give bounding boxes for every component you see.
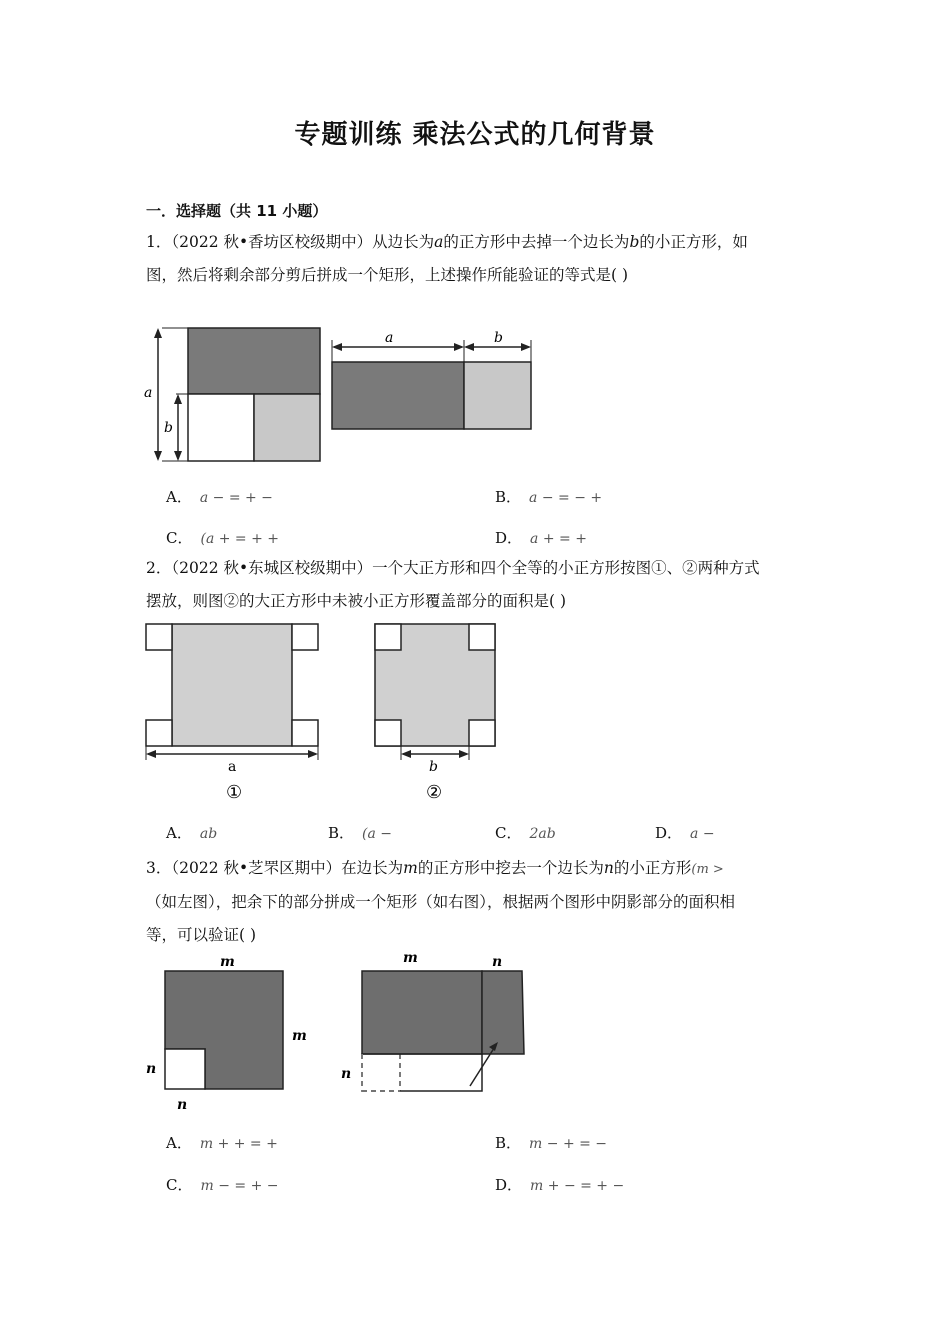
option-label: D． [655,824,683,842]
q3-label-m-right: m [292,1028,307,1044]
q1-text: 从边长为 [372,233,435,251]
option-formula: m + − = + − [530,1178,625,1194]
q3-text: 的小正方形 [613,859,692,877]
question-3 [146,852,810,952]
q1-line2 [146,259,810,292]
q3-label-m-top: m [220,954,235,970]
q3-var-n: n [603,859,614,877]
q2-label-a: a [228,759,237,775]
q1-option-c[interactable] [166,527,279,548]
question-1 [146,226,810,292]
q2-line1 [146,552,810,585]
q2-option-c[interactable] [495,822,556,843]
q3-cut-square [165,1049,205,1089]
q3-line1 [146,852,810,886]
q2-text: 摆放，则图②的大正方形中未被小正方形覆盖部分的面积是 [146,592,550,610]
option-label: A． [166,488,192,506]
q2-option-b[interactable] [328,822,392,843]
section-heading: 一．选择题（共 11 小题） [146,202,328,220]
answer-blank: ( ) [239,926,257,944]
q3-var-m: m [403,859,418,877]
q3-number: 3． [146,859,172,877]
q3-text: 等，可以验证 [146,926,240,944]
q2-line2 [146,585,810,618]
q3-figure [140,948,540,1118]
q2-caption-1: ① [226,782,243,803]
q2-number: 2． [146,559,172,577]
option-formula: m − = + − [200,1178,279,1194]
option-formula: a − [690,826,715,842]
option-label: C． [166,529,193,547]
q1-text: 的正方形中去掉一个边长为 [443,233,630,251]
q1-label-a-top: a [385,330,394,346]
option-label: B． [328,824,355,842]
q1-figure [140,322,540,467]
answer-blank: ( ) [549,592,567,610]
option-formula: m + + = + [199,1136,278,1152]
option-label: C． [495,824,522,842]
q1-dark-rect-2 [332,362,464,429]
q2-small-square [375,720,401,746]
q3-line2 [146,886,810,919]
q3-option-c[interactable] [166,1174,278,1195]
q1-white-rect [188,394,254,461]
q1-var-a: a [434,233,444,251]
q1-option-a[interactable] [166,486,273,507]
q3-shaded-right-strip [482,971,524,1054]
q3-option-d[interactable] [495,1174,624,1195]
q2-text: 一个大正方形和四个全等的小正方形按图①、②两种方式 [372,559,760,577]
q2-small-square [375,624,401,650]
q1-light-rect [254,394,320,461]
option-label: A． [166,1134,192,1152]
option-label: A． [166,824,192,842]
option-formula: a − = + − [199,490,273,506]
q1-text: 的小正方形，如 [639,233,748,251]
option-label: B． [495,1134,522,1152]
q3-label-n-left-right: n [341,1066,352,1082]
q1-light-rect-2 [464,362,531,429]
q1-dark-rect [188,328,320,394]
q1-option-b[interactable] [495,486,602,507]
answer-blank: ( ) [611,266,629,284]
q2-small-square [469,720,495,746]
q3-label-n-top-right: n [492,954,503,970]
q1-source: （2022 秋•香坊区校级期中） [171,233,373,251]
q2-caption-2: ② [426,782,443,803]
q3-text: （如左图），把余下的部分拼成一个矩形（如右图），根据两个图形中阴影部分的面积相 [146,893,736,911]
q3-text: 的正方形中挖去一个边长为 [417,859,604,877]
option-formula: (a + = + + [200,531,280,547]
q2-option-a[interactable] [166,822,217,843]
q3-label-n-left: n [146,1061,157,1077]
q2-small-square [146,720,172,746]
q3-source: （2022 秋•芝罘区期中） [171,859,342,877]
q2-source: （2022 秋•东城区校级期中） [171,559,373,577]
q2-small-square [469,624,495,650]
q3-condition: (m > [691,862,724,877]
q3-text: 在边长为 [341,859,404,877]
option-label: D． [495,529,523,547]
option-label: B． [495,488,522,506]
option-formula: m − + = − [529,1136,608,1152]
q2-figure [140,618,510,808]
option-label: C． [166,1176,193,1194]
q1-label-a: a [144,385,153,401]
q2-option-d[interactable] [655,822,715,843]
q3-shaded-right-main [362,971,482,1054]
option-formula: a − = − + [529,490,603,506]
q1-number: 1． [146,233,172,251]
q1-var-b: b [629,233,640,251]
q3-label-n-bottom: n [177,1097,188,1113]
q3-option-b[interactable] [495,1132,607,1153]
q2-small-square [292,720,318,746]
q1-label-b: b [164,420,173,436]
option-label: D． [495,1176,523,1194]
option-formula: ab [199,826,218,842]
q3-outline-rect [362,1054,482,1091]
q1-text: 图，然后将剩余部分剪后拼成一个矩形，上述操作所能验证的等式是 [146,266,612,284]
page-title: 专题训练 乘法公式的几何背景 [294,120,656,150]
q1-option-d[interactable] [495,527,587,548]
q1-label-b-top: b [494,330,503,346]
question-2 [146,552,810,618]
option-formula: a + = + [530,531,587,547]
option-formula: 2ab [529,826,556,842]
q1-line1 [146,226,810,259]
option-formula: (a − [362,826,393,842]
q2-small-square [146,624,172,650]
q3-label-m-top-right: m [403,950,418,966]
q2-small-square [292,624,318,650]
q2-big-square-1 [172,624,292,746]
q2-label-b: b [429,759,438,775]
q3-option-a[interactable] [166,1132,278,1153]
